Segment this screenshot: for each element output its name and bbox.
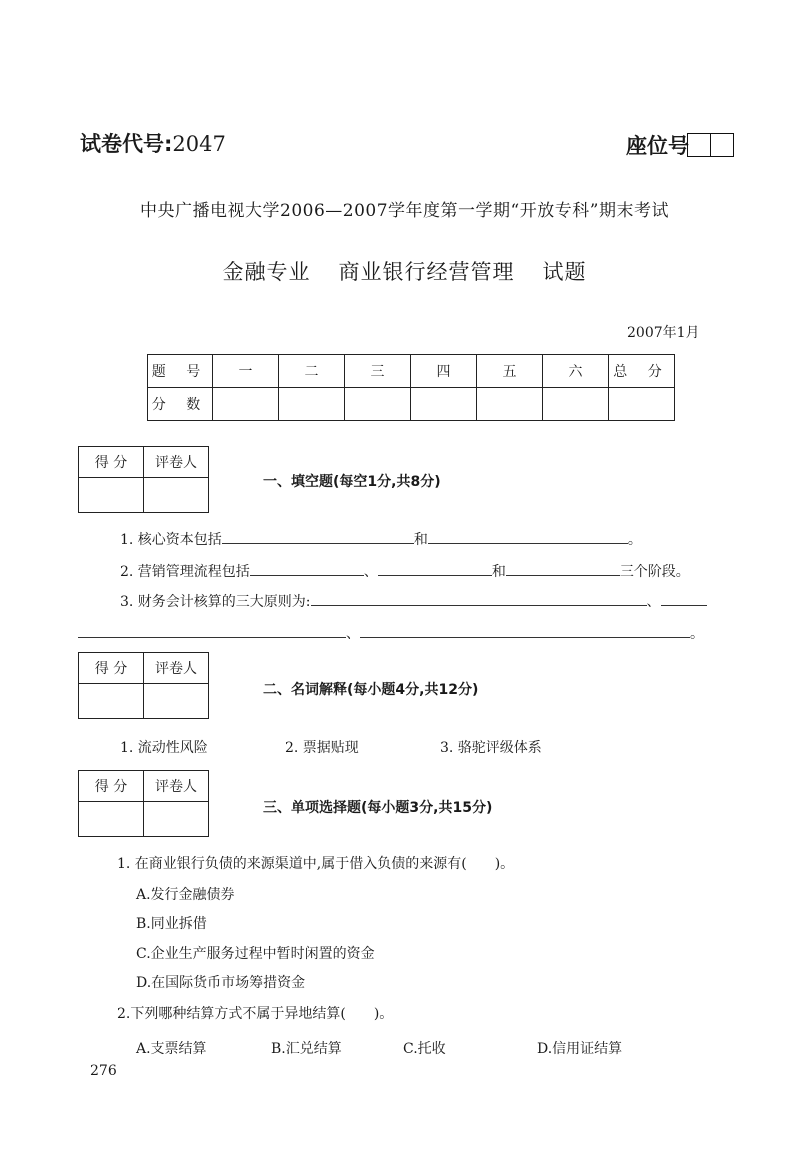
score-row-label: 分 数: [148, 388, 213, 421]
grader-name-label: 评卷人: [144, 653, 209, 684]
seat-box-1[interactable]: [687, 133, 711, 157]
page-number: 276: [90, 1063, 117, 1079]
score-table-header: 一: [213, 355, 279, 388]
grader-name-label: 评卷人: [144, 447, 209, 478]
answer-blank[interactable]: [250, 561, 364, 576]
score-table-header: 总 分: [609, 355, 675, 388]
choice-option[interactable]: C.企业生产服务过程中暂时闲置的资金: [136, 946, 375, 962]
grader-name-label: 评卷人: [144, 771, 209, 802]
score-table: [147, 354, 675, 421]
term-item: 1. 流动性风险: [120, 740, 208, 756]
grader-name-cell[interactable]: [144, 478, 209, 513]
exam-title: 中央广播电视大学2006—2007学年度第一学期“开放专科”期末考试: [140, 201, 669, 221]
choice-option[interactable]: A.支票结算: [136, 1041, 207, 1057]
choice-option[interactable]: C.托收: [403, 1041, 446, 1057]
answer-blank[interactable]: [428, 529, 628, 544]
choice-option[interactable]: B.同业拆借: [136, 916, 207, 932]
answer-blank[interactable]: [661, 591, 707, 606]
answer-blank[interactable]: [311, 591, 647, 606]
grader-score-label: 得 分: [79, 447, 144, 478]
question-fill-1: 1. 核心资本包括 和 。: [120, 529, 642, 549]
score-table-header: 二: [279, 355, 345, 388]
grader-score-label: 得 分: [79, 653, 144, 684]
score-table-header: 三: [345, 355, 411, 388]
term-item: 2. 票据贴现: [285, 740, 359, 756]
score-cell[interactable]: [609, 388, 675, 421]
score-cell[interactable]: [411, 388, 477, 421]
score-table-header: 六: [543, 355, 609, 388]
grader-name-cell[interactable]: [144, 802, 209, 837]
answer-blank[interactable]: [378, 561, 492, 576]
grader-score-label: 得 分: [79, 771, 144, 802]
grader-box-1: [78, 446, 209, 513]
grader-score-cell[interactable]: [79, 802, 144, 837]
subject-title: [0, 256, 809, 286]
choice-question-stem: 1. 在商业银行负债的来源渠道中,属于借入负债的来源有( )。: [117, 856, 515, 872]
grader-box-2: [78, 652, 209, 719]
seat-box-2[interactable]: [710, 133, 734, 157]
choice-option[interactable]: B.汇兑结算: [271, 1041, 342, 1057]
answer-blank[interactable]: [222, 529, 414, 544]
exam-code: 试卷代号:2047: [80, 132, 226, 156]
grader-box-3: [78, 770, 209, 837]
score-cell[interactable]: [345, 388, 411, 421]
subject-major: 金融专业: [222, 260, 311, 284]
section-title-fill-blank: 一、填空题(每空1分,共8分): [263, 474, 441, 490]
answer-blank[interactable]: [360, 623, 690, 638]
answer-blank[interactable]: [506, 561, 620, 576]
choice-option[interactable]: A.发行金融债券: [136, 887, 235, 903]
question-fill-2: 2. 营销管理流程包括 、 和 三个阶段。: [120, 561, 690, 581]
subject-course: 商业银行经营管理: [338, 260, 515, 284]
answer-blank[interactable]: [78, 623, 346, 638]
subject-suffix: 试题: [542, 260, 587, 284]
score-table-header: 五: [477, 355, 543, 388]
score-table-score-row: [148, 388, 675, 421]
score-cell[interactable]: [279, 388, 345, 421]
score-table-header: 四: [411, 355, 477, 388]
score-cell[interactable]: [543, 388, 609, 421]
section-title-choice: 三、单项选择题(每小题3分,共15分): [263, 800, 493, 816]
grader-score-cell[interactable]: [79, 684, 144, 719]
term-item: 3. 骆驼评级体系: [440, 740, 542, 756]
grader-name-cell[interactable]: [144, 684, 209, 719]
score-table-header: 题 号: [148, 355, 213, 388]
grader-score-cell[interactable]: [79, 478, 144, 513]
question-fill-3: 3. 财务会计核算的三大原则为: 、: [120, 591, 707, 611]
seat-number: 座位号: [626, 130, 734, 160]
score-table-header-row: [148, 355, 675, 388]
section-title-terms: 二、名词解释(每小题4分,共12分): [263, 682, 479, 698]
choice-option[interactable]: D.在国际货币市场筹措资金: [136, 975, 306, 991]
score-cell[interactable]: [213, 388, 279, 421]
exam-date: 2007年1月: [627, 325, 700, 341]
choice-question-stem: 2.下列哪种结算方式不属于异地结算( )。: [117, 1006, 394, 1022]
question-fill-3-cont: 、 。: [78, 623, 704, 643]
choice-option[interactable]: D.信用证结算: [537, 1041, 623, 1057]
score-cell[interactable]: [477, 388, 543, 421]
